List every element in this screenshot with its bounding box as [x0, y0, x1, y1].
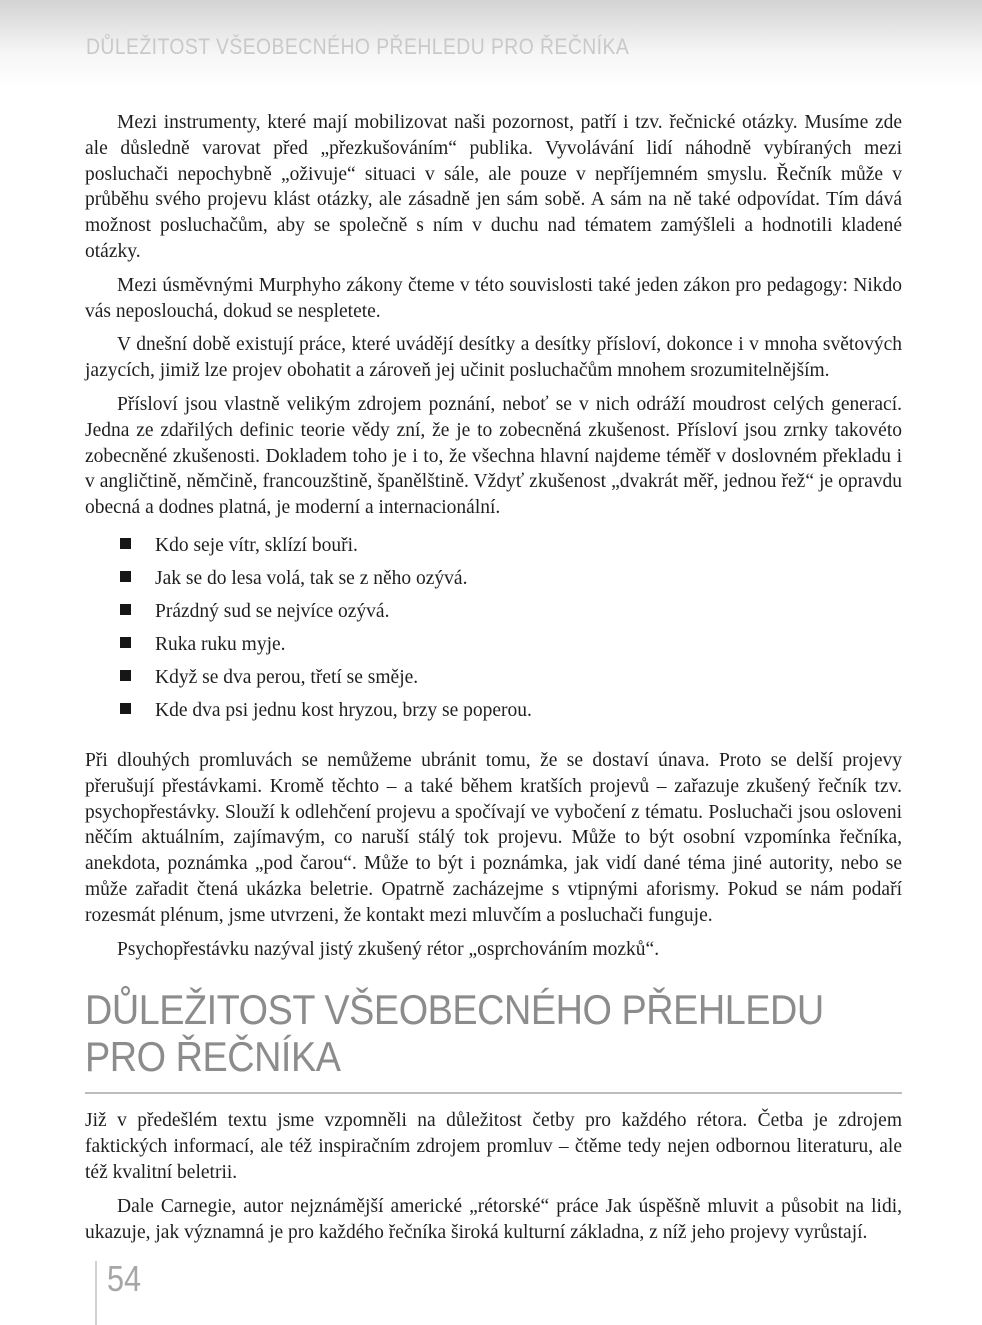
paragraph-dale-carnegie: Dale Carnegie, autor nejznámější americké „rétorské“ práce Jak úspěšně mluvit a působit na lidi, ukazuje, jak významná je pro každého řečníka široká kulturní základna, z níž jeho projevy vyrůstají. — [85, 1195, 902, 1243]
proverb-text: Když se dva perou, třetí se směje. — [155, 666, 419, 688]
page-content — [85, 110, 902, 1253]
square-bullet-icon — [120, 670, 131, 681]
proverb-text: Kde dva psi jednu kost hryzou, brzy se poperou. — [155, 699, 532, 721]
section-heading-line1: DŮLEŽITOST VŠEOBECNÉHO PŘEHLEDU — [85, 986, 824, 1034]
proverb-text: Prázdný sud se nejvíce ozývá. — [155, 600, 390, 622]
square-bullet-icon — [120, 571, 131, 582]
list-item — [85, 599, 902, 625]
proverb-text: Jak se do lesa volá, tak se z něho ozývá. — [155, 567, 468, 589]
square-bullet-icon — [120, 604, 131, 615]
proverb-text: Ruka ruku myje. — [155, 633, 286, 655]
heading-rule — [85, 1092, 902, 1094]
square-bullet-icon — [120, 703, 131, 714]
square-bullet-icon — [120, 637, 131, 648]
paragraph-reading-importance: Již v předešlém textu jsme vzpomněli na důležitost četby pro každého rétora. Četba je zdrojem faktických informací, ale též inspiračním zdrojem promluv – čtěme tedy nejen odbornou literaturu, ale též kvalitní beletrii. — [85, 1110, 902, 1183]
list-item — [85, 665, 902, 691]
footer-vertical-line — [95, 1261, 97, 1325]
list-item — [85, 533, 902, 559]
paragraph-psycho-breaks: Při dlouhých promluvách se nemůžeme ubránit tomu, že se dostaví únava. Proto se delší projevy přerušují přestávkami. Kromě těchto – a také během kratších projevů – zařazuje zkušený řečník tzv. psychopřestávky. Slouží k odlehčení projevu a spočívají ve vybočení z tématu. Posluchači jsou osloveni něčím aktuálním, zajímavým, co naruší stálý tok projevu. Může to být osobní vzpomínka řečníka, anekdota, poznámka „pod čarou“. Může to být i poznámka, jak vidí dané téma jiné autority, nebo se může zařadit čtená ukázka beletrie. Opatrně zacházejme s vtipnými aforismy. Pokud se nám podaří rozesmát plénum, jsme utvrzeni, že kontakt mezi mluvčím a posluchači funguje. — [85, 749, 902, 926]
proverb-list — [85, 533, 902, 724]
proverb-text: Kdo seje vítr, sklízí bouři. — [155, 534, 358, 556]
top-gradient-banner — [0, 0, 982, 100]
section-heading-line2: PRO ŘEČNÍKA — [85, 1033, 341, 1081]
list-item — [85, 698, 902, 724]
page-number: 54 — [107, 1258, 142, 1299]
section-heading — [85, 986, 824, 1081]
paragraph-proverb-collections: V dnešní době existují práce, které uvádějí desítky a desítky přísloví, dokonce i v mnoha světových jazycích, jimiž lze projev obohatit a zároveň jej učinit posluchačům mnohem srozumitelnějším. — [85, 334, 902, 382]
paragraph-brain-shower: Psychopřestávku nazýval jistý zkušený rétor „osprchováním mozků“. — [117, 938, 660, 960]
paragraph-rhetorical-questions: Mezi instrumenty, které mají mobilizovat naši pozornost, patří i tzv. řečnické otázky. Musíme zde ale důsledně varovat před „přezkušováním“ publika. Vyvolávání lidí náhodně vybíraných mezi posluchači nepochybně „oživuje“ situaci v sále, ale pouze v nepříjemném smyslu. Řečník může v průběhu svého projevu klást otázky, ale zásadně jen sám sobě. A sám na ně také odpovídat. Tím dává možnost posluchačům, aby se společně s ním v duchu nad tématem zamýšleli a hodnotili kladené otázky. — [85, 112, 902, 262]
paragraph-proverbs-wisdom: Přísloví jsou vlastně velikým zdrojem poznání, neboť se v nich odráží moudrost celých generací. Jedna ze zdařilých definic teorie vědy zní, že je to zobecněná zkušenost. Přísloví jsou zrnky takovéto zobecněné zkušenosti. Dokladem toho je i to, že všechna hlavní najdeme téměř v doslovném překladu i v angličtině, němčině, francouzštině, španělštině. Vždyť zkušenost „dvakrát měř, jednou řež“ je opravdu obecná a dodnes platná, je moderní a internacionální. — [85, 393, 902, 519]
list-item — [85, 566, 902, 592]
square-bullet-icon — [120, 538, 131, 549]
running-header: DŮLEŽITOST VŠEOBECNÉHO PŘEHLEDU PRO ŘEČNÍKA — [86, 34, 630, 59]
list-item — [85, 632, 902, 658]
paragraph-murphy-law: Mezi úsměvnými Murphyho zákony čteme v této souvislosti také jeden zákon pro pedagogy: Nikdo vás neposlouchá, dokud se nespletete. — [85, 274, 902, 322]
